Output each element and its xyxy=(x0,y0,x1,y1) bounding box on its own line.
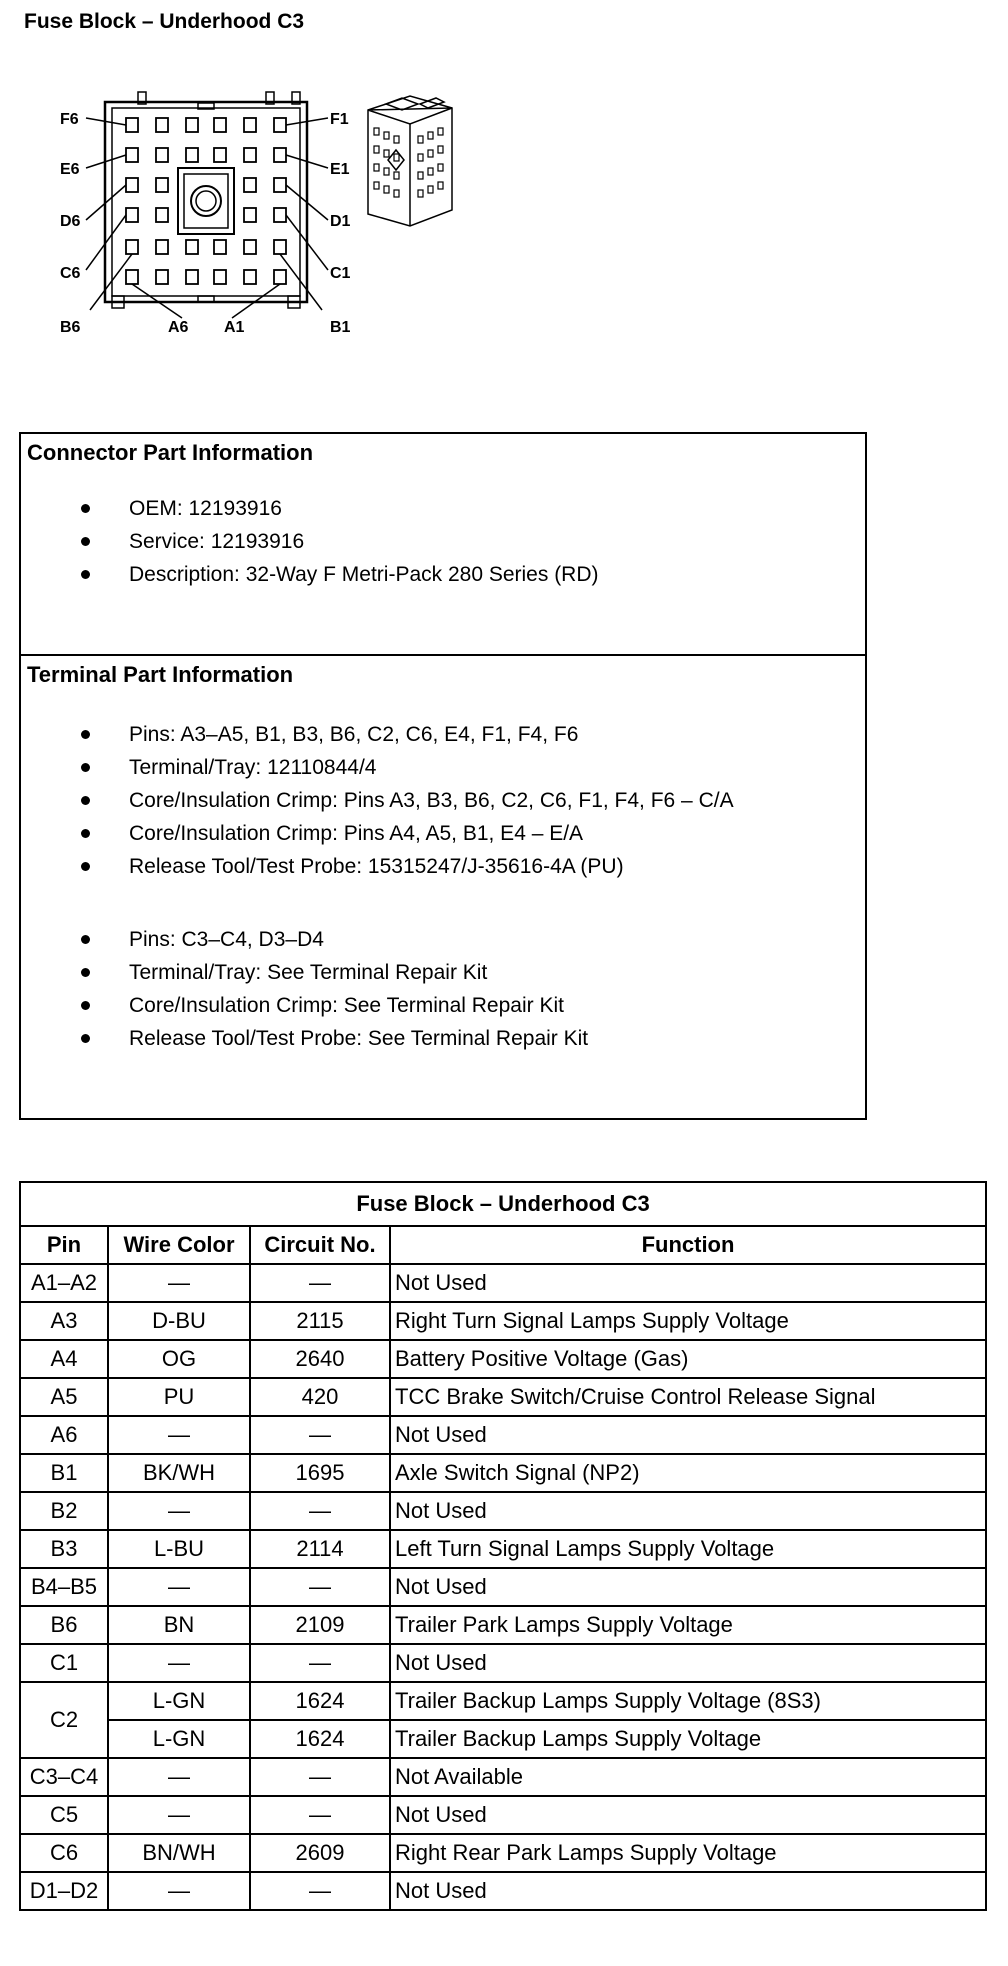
terminal-info-list-1 xyxy=(21,718,865,883)
part-information-box xyxy=(19,432,867,1120)
terminal-info-title: Terminal Part Information xyxy=(27,662,294,687)
list-item: Pins: A3–A5, B1, B3, B6, C2, C6, E4, F1, F4, F6 xyxy=(21,718,865,751)
pin-cell: B2 xyxy=(20,1492,108,1530)
wire-color-cell: — xyxy=(108,1264,250,1302)
table-row xyxy=(20,1302,986,1340)
function-cell: Not Available xyxy=(390,1758,986,1796)
circuit-cell: 2109 xyxy=(250,1606,390,1644)
pin-cell: B6 xyxy=(20,1606,108,1644)
circuit-cell: 1624 xyxy=(250,1720,390,1758)
pin-cell: C2 xyxy=(20,1682,108,1758)
table-row xyxy=(20,1644,986,1682)
wire-color-cell: BK/WH xyxy=(108,1454,250,1492)
pin-label-d6: D6 xyxy=(60,213,81,230)
pin-label-e6: E6 xyxy=(60,161,80,178)
function-cell: Trailer Park Lamps Supply Voltage xyxy=(390,1606,986,1644)
wire-color-cell: — xyxy=(108,1872,250,1910)
list-item: Core/Insulation Crimp: See Terminal Repair Kit xyxy=(21,989,865,1022)
circuit-cell: 2609 xyxy=(250,1834,390,1872)
pin-cell: A3 xyxy=(20,1302,108,1340)
function-cell: Not Used xyxy=(390,1568,986,1606)
pin-cell: A6 xyxy=(20,1416,108,1454)
circuit-cell: — xyxy=(250,1758,390,1796)
function-cell: Trailer Backup Lamps Supply Voltage xyxy=(390,1720,986,1758)
pin-cell: B3 xyxy=(20,1530,108,1568)
wire-color-cell: BN xyxy=(108,1606,250,1644)
pin-label-f1: F1 xyxy=(330,111,349,128)
wire-color-cell: — xyxy=(108,1492,250,1530)
circuit-cell: — xyxy=(250,1796,390,1834)
table-row xyxy=(20,1682,986,1720)
circuit-cell: 1695 xyxy=(250,1454,390,1492)
pin-cell: C6 xyxy=(20,1834,108,1872)
table-row xyxy=(20,1378,986,1416)
function-cell: Not Used xyxy=(390,1796,986,1834)
pin-cell: A5 xyxy=(20,1378,108,1416)
table-row xyxy=(20,1454,986,1492)
table-row xyxy=(20,1834,986,1872)
pin-cell: C3–C4 xyxy=(20,1758,108,1796)
table-row xyxy=(20,1720,986,1758)
table-caption: Fuse Block – Underhood C3 xyxy=(20,1182,986,1226)
pin-label-c1: C1 xyxy=(330,265,351,282)
circuit-cell: — xyxy=(250,1644,390,1682)
circuit-cell: 1624 xyxy=(250,1682,390,1720)
function-cell: Right Turn Signal Lamps Supply Voltage xyxy=(390,1302,986,1340)
wire-color-cell: — xyxy=(108,1568,250,1606)
function-cell: Not Used xyxy=(390,1416,986,1454)
wire-color-cell: — xyxy=(108,1644,250,1682)
list-item: Core/Insulation Crimp: Pins A4, A5, B1, E4 – E/A xyxy=(21,817,865,850)
pin-cell: C1 xyxy=(20,1644,108,1682)
table-row xyxy=(20,1872,986,1910)
terminal-info-list-2 xyxy=(21,923,865,1055)
circuit-cell: 2640 xyxy=(250,1340,390,1378)
list-item: Terminal/Tray: 12110844/4 xyxy=(21,751,865,784)
pin-label-a6: A6 xyxy=(168,319,189,336)
function-cell: Right Rear Park Lamps Supply Voltage xyxy=(390,1834,986,1872)
connector-isometric-icon xyxy=(368,96,452,226)
list-item: OEM: 12193916 xyxy=(21,492,865,525)
list-item: Description: 32-Way F Metri-Pack 280 Series (RD) xyxy=(21,558,865,591)
pin-label-e1: E1 xyxy=(330,161,350,178)
connector-info-list xyxy=(21,492,865,591)
wire-color-cell: L-GN xyxy=(108,1720,250,1758)
pin-table xyxy=(19,1181,987,1911)
list-item: Core/Insulation Crimp: Pins A3, B3, B6, C2, C6, F1, F4, F6 – C/A xyxy=(21,784,865,817)
column-header-circuit: Circuit No. xyxy=(250,1226,390,1264)
pin-label-f6: F6 xyxy=(60,111,79,128)
table-row xyxy=(20,1606,986,1644)
table-row xyxy=(20,1340,986,1378)
circuit-cell: 2114 xyxy=(250,1530,390,1568)
table-row xyxy=(20,1568,986,1606)
function-cell: Trailer Backup Lamps Supply Voltage (8S3) xyxy=(390,1682,986,1720)
pin-cell: A1–A2 xyxy=(20,1264,108,1302)
wire-color-cell: D-BU xyxy=(108,1302,250,1340)
wire-color-cell: OG xyxy=(108,1340,250,1378)
circuit-cell: — xyxy=(250,1492,390,1530)
list-item: Pins: C3–C4, D3–D4 xyxy=(21,923,865,956)
function-cell: Battery Positive Voltage (Gas) xyxy=(390,1340,986,1378)
pin-label-b1: B1 xyxy=(330,319,351,336)
circuit-cell: 420 xyxy=(250,1378,390,1416)
list-item: Service: 12193916 xyxy=(21,525,865,558)
table-row xyxy=(20,1758,986,1796)
table-row xyxy=(20,1264,986,1302)
table-row xyxy=(20,1492,986,1530)
circuit-cell: — xyxy=(250,1568,390,1606)
circuit-cell: 2115 xyxy=(250,1302,390,1340)
wire-color-cell: BN/WH xyxy=(108,1834,250,1872)
function-cell: Not Used xyxy=(390,1264,986,1302)
function-cell: Not Used xyxy=(390,1872,986,1910)
pin-label-c6: C6 xyxy=(60,265,81,282)
function-cell: Not Used xyxy=(390,1492,986,1530)
column-header-function: Function xyxy=(390,1226,986,1264)
list-item: Release Tool/Test Probe: 15315247/J-35616-4A (PU) xyxy=(21,850,865,883)
pin-cell: B4–B5 xyxy=(20,1568,108,1606)
circuit-cell: — xyxy=(250,1872,390,1910)
connector-part-information xyxy=(21,434,865,656)
wire-color-cell: — xyxy=(108,1416,250,1454)
terminal-part-information xyxy=(21,656,865,1055)
pin-cell: C5 xyxy=(20,1796,108,1834)
pin-label-d1: D1 xyxy=(330,213,351,230)
pin-label-b6: B6 xyxy=(60,319,81,336)
wire-color-cell: PU xyxy=(108,1378,250,1416)
connector-info-title: Connector Part Information xyxy=(27,440,314,465)
function-cell: Axle Switch Signal (NP2) xyxy=(390,1454,986,1492)
table-row xyxy=(20,1416,986,1454)
column-header-wire-color: Wire Color xyxy=(108,1226,250,1264)
wire-color-cell: — xyxy=(108,1758,250,1796)
circuit-cell: — xyxy=(250,1264,390,1302)
function-cell: Not Used xyxy=(390,1644,986,1682)
page-title: Fuse Block – Underhood C3 xyxy=(24,10,305,33)
list-item: Terminal/Tray: See Terminal Repair Kit xyxy=(21,956,865,989)
wire-color-cell: L-BU xyxy=(108,1530,250,1568)
function-cell: TCC Brake Switch/Cruise Control Release Signal xyxy=(390,1378,986,1416)
function-cell: Left Turn Signal Lamps Supply Voltage xyxy=(390,1530,986,1568)
table-row xyxy=(20,1796,986,1834)
wire-color-cell: — xyxy=(108,1796,250,1834)
connector-diagram xyxy=(0,0,480,360)
pin-cell: D1–D2 xyxy=(20,1872,108,1910)
circuit-cell: — xyxy=(250,1416,390,1454)
pin-cell: B1 xyxy=(20,1454,108,1492)
list-item: Release Tool/Test Probe: See Terminal Repair Kit xyxy=(21,1022,865,1055)
wire-color-cell: L-GN xyxy=(108,1682,250,1720)
column-header-pin: Pin xyxy=(20,1226,108,1264)
pin-label-a1: A1 xyxy=(224,319,245,336)
table-row xyxy=(20,1530,986,1568)
pin-cell: A4 xyxy=(20,1340,108,1378)
